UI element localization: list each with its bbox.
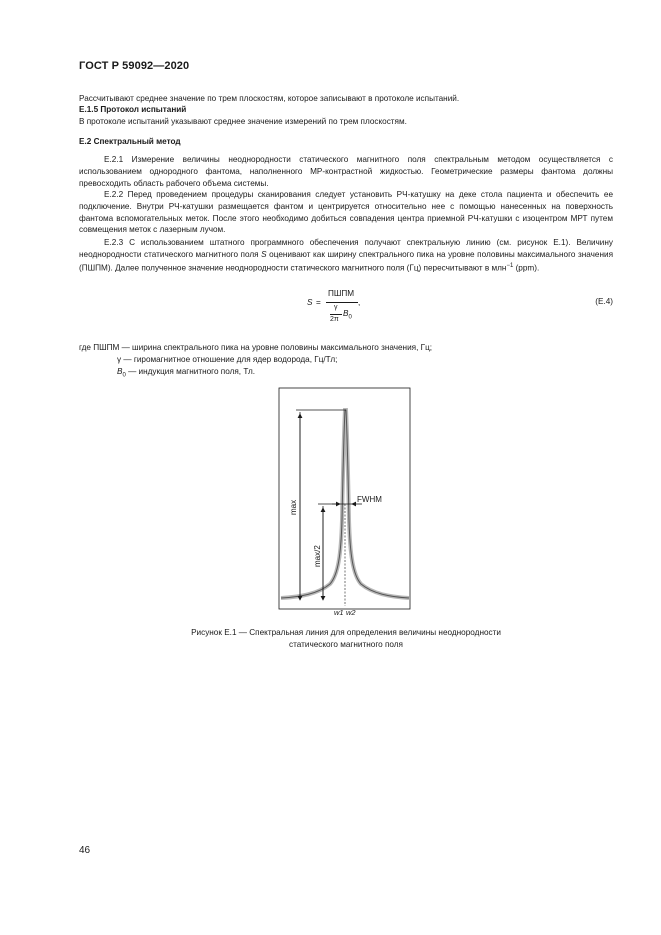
formula-gamma: γ	[334, 304, 338, 311]
variable-s: S	[261, 249, 267, 259]
paragraph-e23-part-c: (ppm).	[515, 263, 540, 273]
where-b-var: B	[117, 367, 123, 376]
formula-two-pi: 2π	[330, 316, 339, 323]
standard-header: ГОСТ Р 59092—2020	[79, 60, 190, 72]
label-w2: w2	[346, 608, 356, 617]
figure-caption-line-2: статического магнитного поля	[289, 639, 403, 649]
label-max: max	[289, 499, 298, 515]
paragraph-protocol: В протоколе испытаний указывают среднее значение измерений по трем плоскостям.	[79, 117, 407, 126]
formula-b-var: B	[343, 309, 349, 318]
where-b-sub: 0	[122, 372, 126, 379]
page-number: 46	[79, 845, 91, 856]
label-max-half: max/2	[313, 545, 322, 567]
where-b-text: — индукция магнитного поля, Тл.	[125, 367, 256, 376]
paragraph-e22: Е.2.2 Перед проведением процедуры сканирования следует установить РЧ-катушку на деке стола пациента и обеспечить ее подключение. Внутри РЧ-катушки размещается фантом и центрируется относительно нее с помощью нанесенных на поверхность фантома вспомогательных меток. После этого необходимо добиться совпадения центра приемной РЧ-катушки с изоцентром МРТ путем совмещения меток с лазерным лучом.	[79, 190, 613, 235]
heading-e2: Е.2 Спектральный метод	[79, 137, 181, 146]
heading-e15: Е.1.5 Протокол испытаний	[79, 105, 187, 114]
where-line-fwhm: где ПШПМ — ширина спектрального пика на уровне половины максимального значения, Гц;	[79, 343, 433, 352]
paragraph-e21: Е.2.1 Измерение величины неоднородности статического магнитного поля спектральным методом осуществляется с использованием однородного фантома, наполненного МР-контрастной жидкостью. Геометрические размеры фантома должны превосходить область рабочего объема системы.	[79, 155, 613, 188]
figure-caption-line-1: Рисунок Е.1 — Спектральная линия для определения величины неоднородности	[191, 628, 501, 637]
label-w1: w1	[334, 608, 344, 617]
formula-comma: ,	[358, 298, 361, 307]
formula-lhs: S	[307, 298, 313, 307]
paragraph-average: Рассчитывают среднее значение по трем плоскостям, которое записывают в протоколе испытаний.	[79, 94, 460, 103]
paragraph-e23-part-b: оценивают как ширину спектрального пика на уровне половины максимального значения (ПШПМ). Далее полученное значение неоднородности статического магнитного поля (Гц) пересчитывают в млн	[79, 249, 613, 273]
figure-caption	[79, 627, 613, 651]
where-line-gamma: γ — гиромагнитное отношение для ядер водорода, Гц/Тл;	[117, 355, 338, 364]
equation-number: (Е.4)	[595, 297, 613, 306]
formula-b-sub: 0	[348, 314, 352, 321]
formula-equals: =	[316, 298, 321, 307]
formula-numerator: ПШПМ	[328, 289, 355, 298]
paragraph-e23-part-a: Е.2.3 С использованием штатного программного обеспечения получают спектральную линию (см. рисунок Е.1). Величину неоднородности статического магнитного поля	[79, 238, 613, 259]
superscript-minus-one: −1	[506, 262, 514, 269]
label-fwhm: FWHM	[357, 495, 382, 504]
